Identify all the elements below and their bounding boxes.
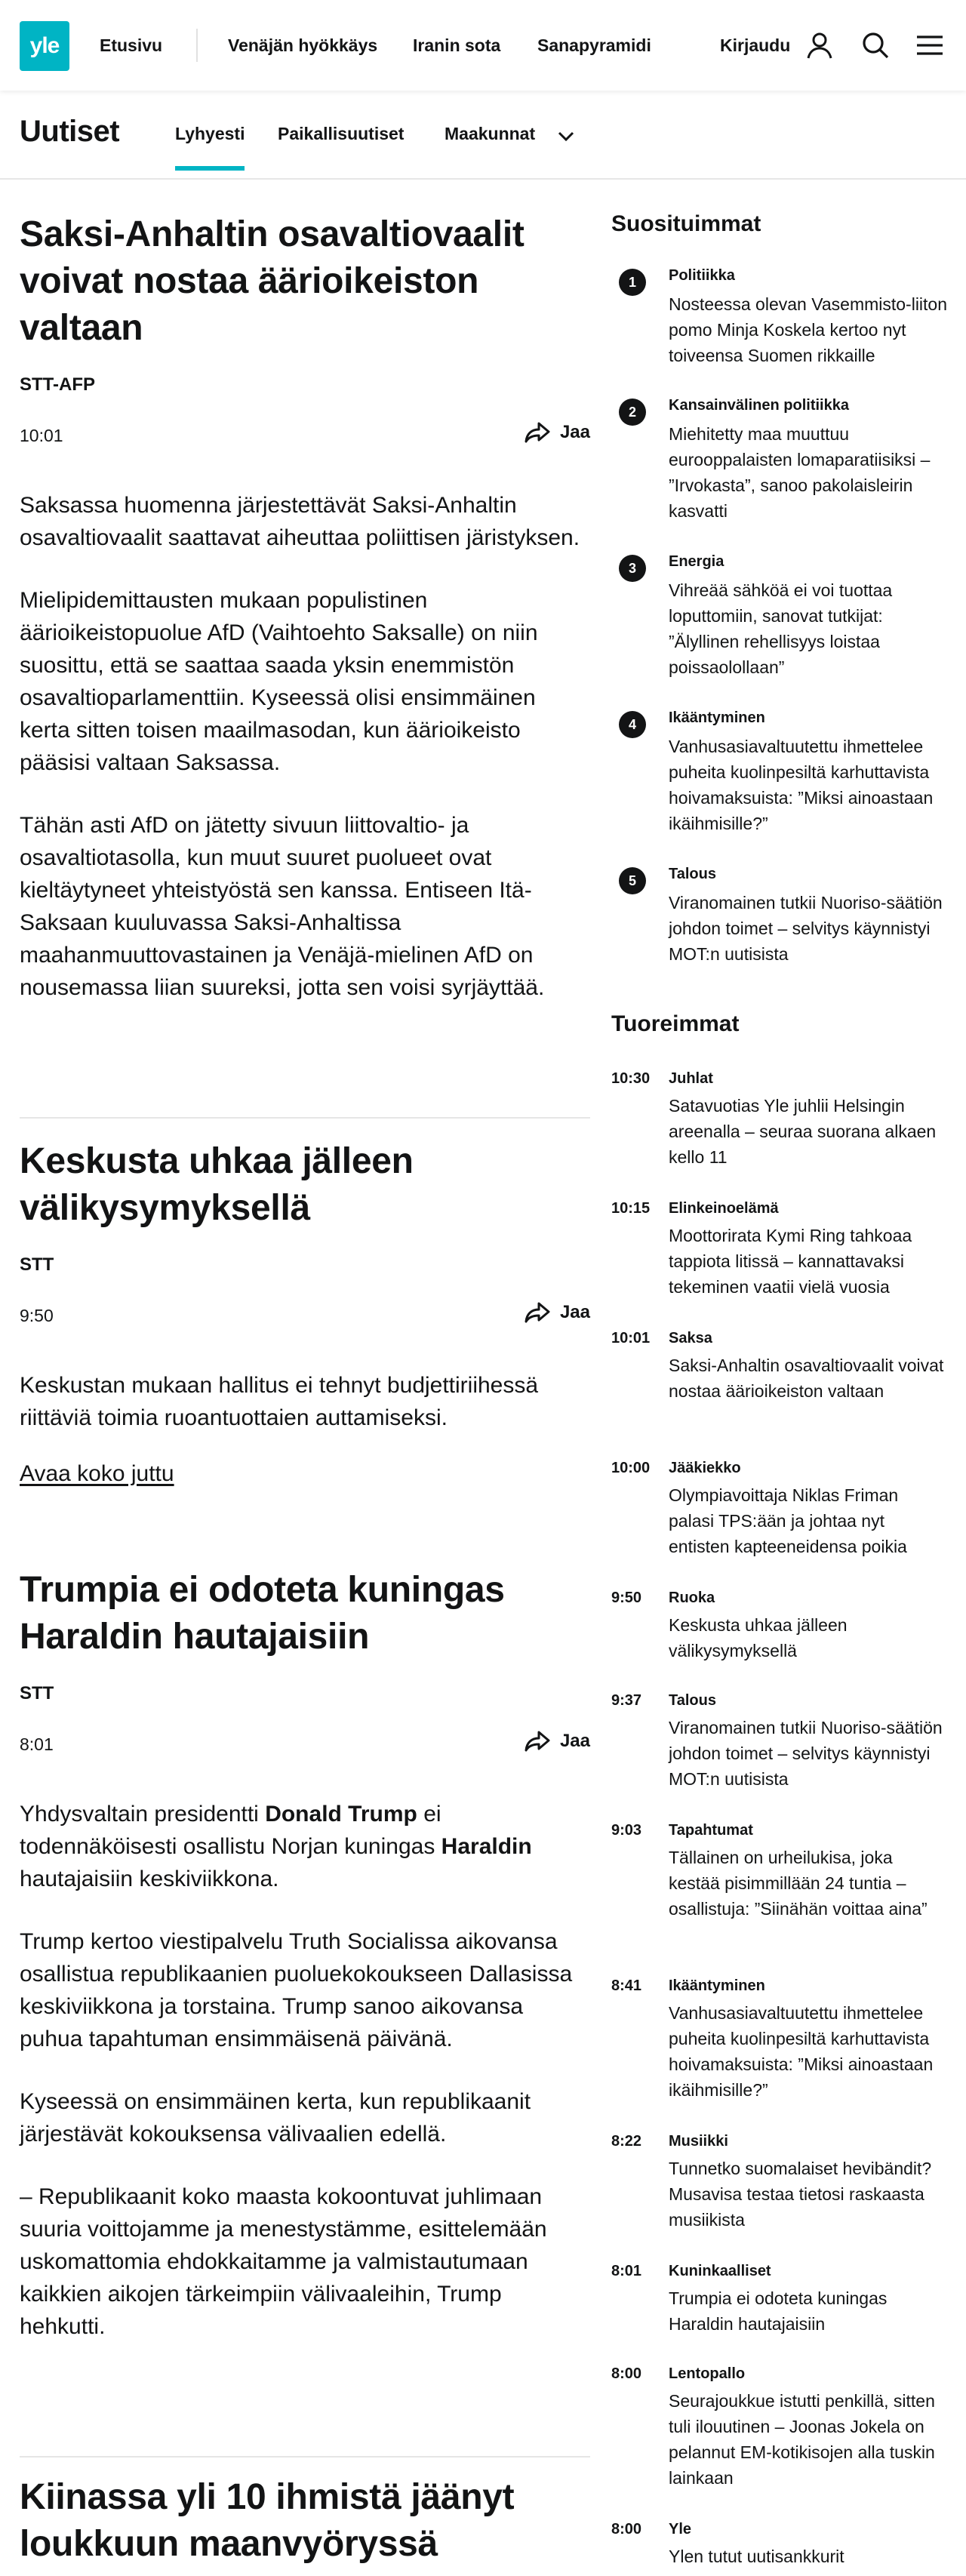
share-label: Jaa [559,422,590,442]
item-headline[interactable]: Vihreää sähköä ei voi tuottaa loputtomiin, sanovat tutkijat: ”Älyllinen rehellisyys loistaa poissaolollaan” [669,580,893,677]
item-time: 10:00 [611,1460,651,1476]
news-article [20,1138,590,1487]
article-source: STT-AFP [20,374,95,395]
article-source: STT [20,1683,54,1703]
share-button[interactable] [524,421,590,444]
item-category: Ikääntyminen [669,709,765,726]
news-article [20,1567,590,2343]
site-header [0,0,966,91]
article-divider [20,1117,590,1119]
item-headline[interactable]: Vanhusasiavaltuutettu ihmettelee puheita kuolinpesiltä karhuttavista hoivamaksuista: ”Miksi ainoastaan ikäihmisille?” [669,2003,934,2100]
popular-item[interactable] [611,264,946,370]
item-category: Yle [669,2521,692,2538]
search-icon[interactable] [859,29,892,62]
text-run: ei todennäköisesti osallistu Norjan kuningas [20,1802,441,1859]
article-paragraph: Keskustan mukaan hallitus ei tehnyt budjettiriihessä riittäviä toimia ruoantuottaien auttamiseksi. [20,1373,539,1430]
popular-item[interactable] [611,706,946,833]
item-time: 10:01 [611,1330,651,1346]
popular-list [611,211,946,981]
read-more-link[interactable]: Avaa koko juttu [20,1461,174,1486]
item-time: 9:37 [611,1692,642,1709]
tab-maakunnat-label: Maakunnat [445,124,536,143]
article-source: STT [20,1254,54,1275]
rank-badge: 5 [619,867,646,894]
share-button[interactable] [524,1301,590,1324]
popular-item[interactable] [611,394,946,521]
item-category: Talous [669,1692,716,1709]
item-time: 10:30 [611,1070,651,1087]
article-time: 9:50 [20,1306,54,1325]
item-headline[interactable]: Trumpia ei odoteta kuningas Haraldin hautajaisiin [669,2288,888,2334]
user-icon[interactable] [803,29,836,62]
article-paragraph [20,1798,590,1895]
rank-badge: 2 [619,399,646,426]
latest-heading: Tuoreimmat [611,1011,740,1036]
item-category: Kuninkaalliset [669,2263,771,2279]
item-time: 8:00 [611,2365,642,2382]
item-headline[interactable]: Viranomainen tutkii Nuoriso-säätiön johdon toimet – selvitys käynnistyi MOT:n uutisista [669,1718,943,1789]
article-title[interactable]: Saksi-Anhaltin osavaltiovaalit voivat nostaa äärioikeiston valtaan [20,214,525,348]
article-paragraph: Mielipidemittausten mukaan populistinen äärioikeistopuolue AfD (Vaihtoehto Saksalle) on niin suosittu, että se saattaa saada yksin enemmistön osavaltioparlamenttiin. Kyseessä olisi ensimmäinen kerta sitten toisen maailmasodan, kun äärioikeisto pääsisi valtaan Saksassa. [20,588,538,775]
nav-iranin-sota[interactable]: Iranin sota [413,35,501,55]
item-headline[interactable]: Nosteessa olevan Vasemmisto-liiton pomo Minja Koskela kertoo nyt toiveensa Suomen rikkaille [669,294,948,365]
article-paragraph: Trump kertoo viestipalvelu Truth Socialissa aikovansa osallistua republikaanien puoluekokoukseen Dallasissa keskiviikkona ja torstaina. Trump sanoo aikovansa puhua tapahtuman ensimmäisenä päivänä. [20,1929,573,2051]
item-time: 8:01 [611,2263,642,2279]
nav-etusivu[interactable]: Etusivu [100,35,163,55]
item-headline[interactable]: Tunnetko suomalaiset hevibändit? Musavisa testaa tietosi raskaasta musiikista [669,2159,932,2230]
item-headline[interactable]: Moottorirata Kymi Ring tahkoaa tappiota litissä – kannattavaksi tekeminen vaatii vielä vuosia [669,1226,912,1297]
nav-sanapyramidi[interactable]: Sanapyramidi [537,35,651,55]
item-time: 8:41 [611,1977,642,1994]
article-divider [20,2456,590,2458]
article-title[interactable]: Keskusta uhkaa jälleen välikysymyksellä [20,1141,414,1228]
nav-venajan-hyokkays[interactable]: Venäjän hyökkäys [228,35,378,55]
item-category: Kansainvälinen politiikka [669,397,849,414]
tab-lyhyesti[interactable]: Lyhyesti [175,124,245,143]
item-time: 8:00 [611,2521,642,2538]
rank-badge: 3 [619,555,646,582]
item-time: 10:15 [611,1200,651,1217]
item-headline[interactable]: Seurajoukkue istutti penkillä, sitten tuli ilouutinen – Joonas Jokela on pelannut EM-kotikisojen alla tuskin lainkaan [669,2391,935,2488]
article-meta [20,1725,590,1768]
article-time: 10:01 [20,426,63,445]
item-category: Musiikki [669,2133,728,2150]
rank-badge: 4 [619,711,646,738]
bold-name: Haraldin [441,1834,532,1859]
chevron-down-icon[interactable] [557,128,575,147]
article-meta [20,417,590,459]
section-header [0,91,966,180]
item-category: Elinkeinoelämä [669,1200,779,1217]
item-category: Ikääntyminen [669,1977,765,1994]
item-category: Ruoka [669,1590,715,1606]
nav-divider [196,29,198,62]
item-headline[interactable]: Miehitetty maa muuttuu eurooppalaisten lomaparatiisiksi – ”Irvokasta”, sanoo pakolaisleirin kasvatti [669,424,931,521]
share-icon [524,1730,551,1753]
item-category: Saksa [669,1330,712,1346]
section-title[interactable]: Uutiset [20,115,120,148]
item-category: Politiikka [669,267,735,284]
item-headline[interactable]: Saksi-Anhaltin osavaltiovaalit voivat nostaa äärioikeiston valtaan [669,1356,944,1401]
article-paragraph: Kyseessä on ensimmäinen kerta, kun republikaanit järjestävät kokouksensa välivaalien edellä. [20,2089,531,2147]
item-headline[interactable]: Satavuotias Yle juhlii Helsingin areenalla – seuraa suorana alkaen kello 11 [669,1096,937,1167]
item-category: Talous [669,866,716,882]
item-category: Jääkiekko [669,1460,741,1476]
latest-list [611,1011,946,2576]
share-icon [524,1301,551,1324]
item-time: 9:50 [611,1590,642,1606]
item-headline[interactable]: Tällainen on urheilukisa, joka kestää pisimmillään 24 tuntia – osallistuja: ”Siinähän voittaa aina” [669,1848,928,1919]
item-headline[interactable]: Keskusta uhkaa jälleen välikysymyksellä [669,1615,848,1660]
share-label: Jaa [559,1302,590,1322]
news-article [20,2474,590,2568]
item-category: Juhlat [669,1070,713,1087]
article-time: 8:01 [20,1734,54,1754]
menu-icon[interactable] [913,29,946,62]
tab-maakunnat[interactable] [445,124,535,144]
article-paragraph: Saksassa huomenna järjestettävät Saksi-Anhaltin osavaltiovaalit saattavat aiheuttaa poliittisen järistyksen. [20,493,580,550]
tab-paikallisuutiset[interactable]: Paikallisuutiset [278,124,405,143]
item-time: 9:03 [611,1822,642,1839]
yle-logo[interactable]: yle [20,21,69,71]
item-headline[interactable]: Vanhusasiavaltuutettu ihmettelee puheita kuolinpesiltä karhuttavista hoivamaksuista: ”Miksi ainoastaan ikäihmisille?” [669,737,934,833]
login-link[interactable]: Kirjaudu [720,35,791,55]
text-run: hautajaisiin keskiviikkona. [20,1867,279,1891]
article-paragraph: – Republikaanit koko maasta kokoontuvat juhlimaan suuria voittojamme ja menestystämme, esittelemään uskomattomia ehdokkaitamme ja valmistautumaan kaikkien aikojen tärkeimpiin välivaaleihin, Trump hehkutti. [20,2184,547,2339]
article-title[interactable]: Trumpia ei odoteta kuningas Haraldin hautajaisiin [20,1570,505,1657]
popular-item[interactable] [611,863,946,968]
article-title[interactable]: Kiinassa yli 10 ihmistä jäänyt loukkuun maanvyöryssä [20,2477,515,2564]
text-run: Yhdysvaltain presidentti [20,1802,266,1827]
item-headline[interactable]: Olympiavoittaja Niklas Friman palasi TPS:ään ja johtaa nyt entisten kapteeneidensa poikia [669,1485,907,1556]
share-label: Jaa [559,1731,590,1751]
item-category: Energia [669,553,724,570]
rank-badge: 1 [619,269,646,296]
article-paragraph: Tähän asti AfD on jätetty sivuun liittovaltio- ja osavaltiotasolla, kun muut suuret puolueet ovat kieltäytyneet yhteistyöstä sen kanssa. Entiseen Itä-Saksaan kuuluvassa Saksi-Anhaltissa maahanmuuttovastainen ja Venäjä-mielinen AfD on nousemassa liian suureksi, jotta sen voisi syrjäyttää. [20,813,545,1000]
share-button[interactable] [524,1730,590,1753]
item-category: Lentopallo [669,2365,746,2382]
share-icon [524,421,551,444]
item-category: Tapahtumat [669,1822,753,1839]
news-article [20,211,590,1004]
popular-heading: Suosituimmat [611,211,761,236]
bold-name: Donald Trump [265,1802,417,1827]
popular-item[interactable] [611,550,946,677]
article-meta [20,1297,590,1339]
item-headline[interactable]: Ylen tutut uutisankkurit [669,2547,844,2566]
item-time: 8:22 [611,2133,642,2150]
item-headline[interactable]: Viranomainen tutkii Nuoriso-säätiön johdon toimet – selvitys käynnistyi MOT:n uutisista [669,893,943,964]
